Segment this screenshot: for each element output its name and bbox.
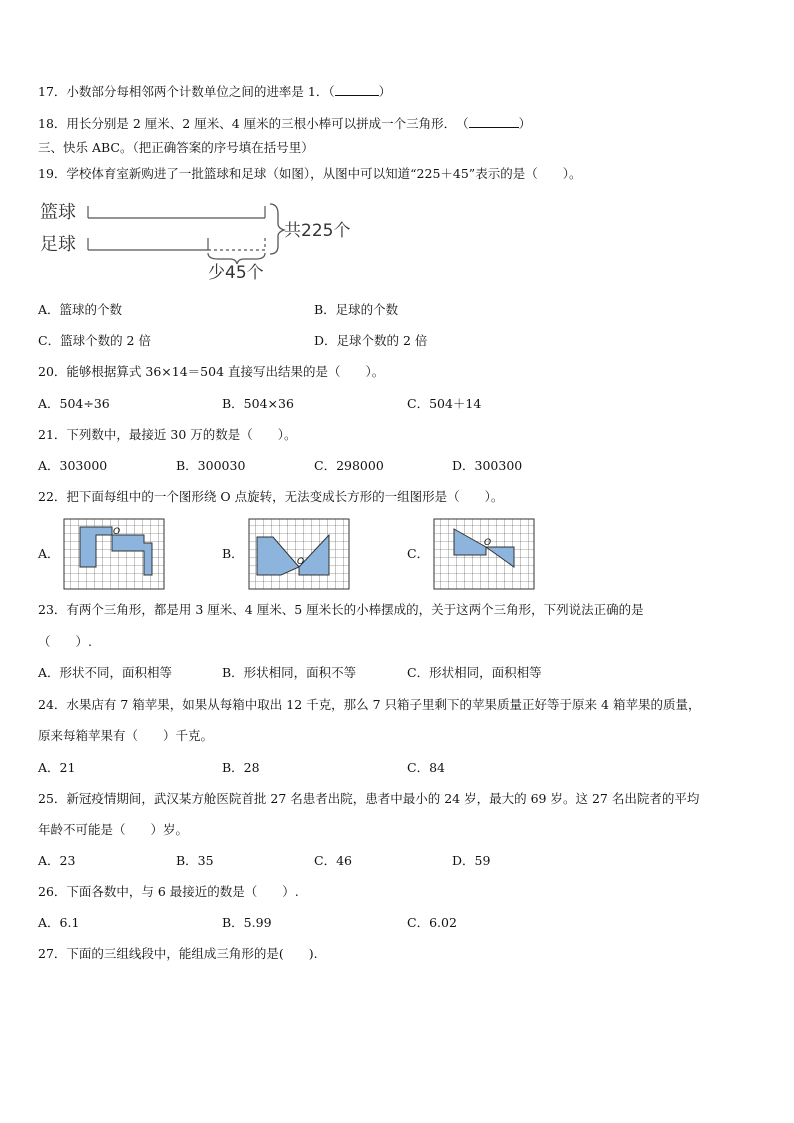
question-18 <box>38 115 531 132</box>
q17-text: 17．小数部分每相邻两个计数单位之间的进率是 1．（ <box>38 84 335 99</box>
q25-option-c[interactable]: C．46 <box>314 853 352 868</box>
q18-close: ） <box>518 116 532 131</box>
q19-option-c[interactable]: C．篮球个数的 2 倍 <box>38 333 151 348</box>
point-o-label: O <box>113 527 121 537</box>
point-o-label: O <box>484 538 492 548</box>
q19-option-a[interactable]: A．篮球的个数 <box>38 302 123 317</box>
question-24-stem: 24．水果店有 7 箱苹果，如果从每箱中取出 12 千克，那么 7 只箱子里剩下的苹果质量正好等于原来 4 箱苹果的质量， <box>38 697 701 712</box>
q22-option-a[interactable]: A． <box>38 546 60 561</box>
q23-option-b[interactable]: B．形状相同，面积不等 <box>222 665 357 680</box>
q24-option-b[interactable]: B．28 <box>222 760 260 775</box>
q19-option-d[interactable]: D．足球个数的 2 倍 <box>314 333 428 348</box>
question-26-stem: 26．下面各数中，与 6 最接近的数是（ ）. <box>38 884 299 899</box>
q17-close: ） <box>378 84 392 99</box>
question-24-stem-cont: 原来每箱苹果有（ ）千克。 <box>38 728 214 743</box>
question-17 <box>38 83 391 100</box>
q22-option-c[interactable]: C． <box>407 546 430 561</box>
q26-option-a[interactable]: A．6.1 <box>38 915 80 930</box>
q22-figure-a <box>62 517 166 591</box>
q25-option-d[interactable]: D．59 <box>452 853 491 868</box>
question-25-stem-cont: 年龄不可能是（ ）岁。 <box>38 822 189 837</box>
q21-option-b[interactable]: B．300030 <box>176 458 246 473</box>
q26-option-b[interactable]: B．5.99 <box>222 915 272 930</box>
q18-text: 18．用长分别是 2 厘米、2 厘米、4 厘米的三根小棒可以拼成一个三角形． （ <box>38 116 469 131</box>
q24-option-a[interactable]: A．21 <box>38 760 76 775</box>
question-23-stem-cont: （ ）. <box>38 634 92 649</box>
q23-option-a[interactable]: A．形状不同，面积相等 <box>38 665 173 680</box>
q24-option-c[interactable]: C．84 <box>407 760 445 775</box>
q22-option-b[interactable]: B． <box>222 546 244 561</box>
point-o-label: O <box>297 557 305 567</box>
q22-figure-b <box>247 517 351 591</box>
q21-option-d[interactable]: D．300300 <box>452 458 523 473</box>
question-23-stem: 23．有两个三角形，都是用 3 厘米、4 厘米、5 厘米长的小棒摆成的，关于这两个三角形，下列说法正确的是 <box>38 602 644 617</box>
q19-segment-figure <box>38 196 358 284</box>
q25-option-b[interactable]: B．35 <box>176 853 214 868</box>
less-label: 少45个 <box>208 263 264 283</box>
question-21-stem: 21．下列数中，最接近 30 万的数是（ ）。 <box>38 427 297 442</box>
question-22-stem: 22．把下面每组中的一个图形绕 O 点旋转，无法变成长方形的一组图形是（ ）。 <box>38 489 504 504</box>
basketball-label: 篮球 <box>40 202 76 223</box>
q20-option-a[interactable]: A．504÷36 <box>38 396 110 411</box>
answer-blank[interactable] <box>335 83 379 96</box>
total-label: 共225个 <box>284 221 351 241</box>
section-heading: 三、快乐 ABC。（把正确答案的序号填在括号里） <box>38 140 314 155</box>
q25-option-a[interactable]: A．23 <box>38 853 76 868</box>
question-19-stem: 19．学校体育室新购进了一批篮球和足球（如图），从图中可以知道“225＋45”表示的是（ ）。 <box>38 166 582 181</box>
q23-option-c[interactable]: C．形状相同，面积相等 <box>407 665 542 680</box>
q22-figure-c <box>432 517 536 591</box>
question-20-stem: 20．能够根据算式 36×14＝504 直接写出结果的是（ ）。 <box>38 364 385 379</box>
q19-option-b[interactable]: B．足球的个数 <box>314 302 399 317</box>
answer-blank[interactable] <box>469 115 519 128</box>
q26-option-c[interactable]: C．6.02 <box>407 915 457 930</box>
question-25-stem: 25．新冠疫情期间，武汉某方舱医院首批 27 名患者出院，患者中最小的 24 岁，最大的 69 岁。这 27 名出院者的平均 <box>38 791 700 806</box>
q20-option-c[interactable]: C．504＋14 <box>407 396 482 411</box>
q21-option-c[interactable]: C．298000 <box>314 458 384 473</box>
q21-option-a[interactable]: A．303000 <box>38 458 108 473</box>
football-label: 足球 <box>40 234 76 255</box>
q20-option-b[interactable]: B．504×36 <box>222 396 294 411</box>
question-27-stem: 27．下面的三组线段中，能组成三角形的是( ). <box>38 946 318 961</box>
